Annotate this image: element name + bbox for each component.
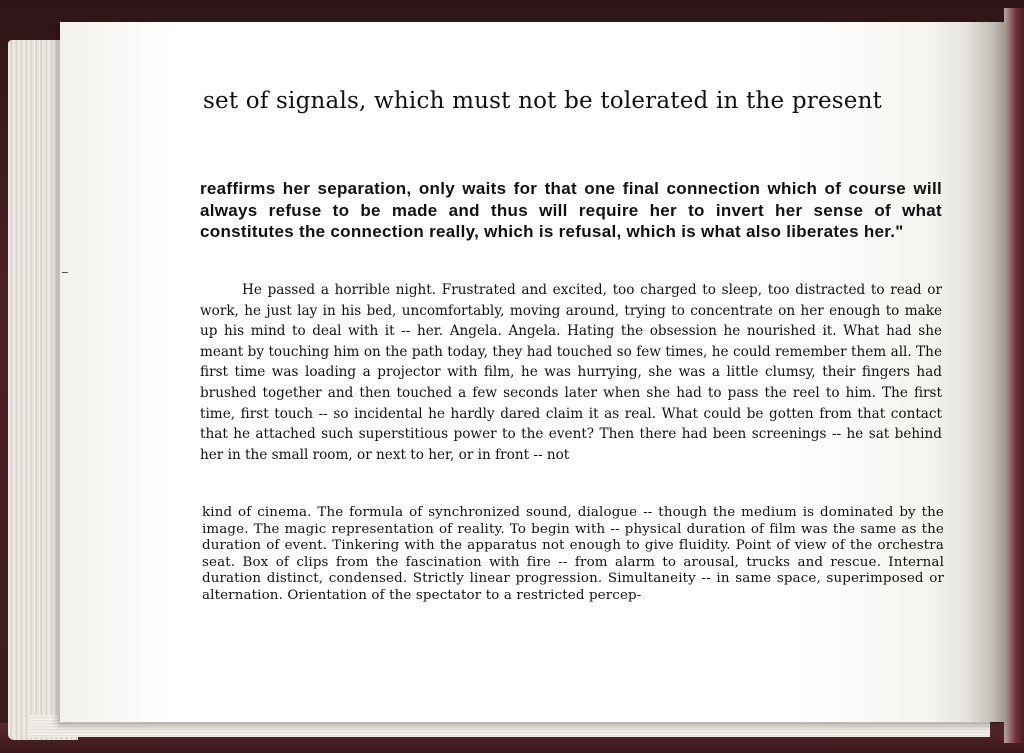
page-heading-line: set of signals, which must not be tolerated in the present — [203, 88, 883, 114]
notes-paragraph: kind of cinema. The formula of synchronized sound, dialogue -- though the medium is dominated by the image. The magic representation of reality. To begin with -- physical duration of film was the same as the duration of event. Tinkering with the apparatus not enough to give fluidity. Point of view of the orchestra seat. Box of clips from the fascination with fire -- from alarm to arousal, trucks and rescue. Internal duration distinct, condensed. Strictly linear progression. Simultaneity -- in same space, superimposed or alternation. Orientation of the spectator to a restricted percep- — [202, 505, 944, 603]
narrative-section — [200, 280, 942, 465]
gutter-shadow — [965, 22, 1005, 722]
bold-quote-paragraph: reaffirms her separation, only waits for that one final connection which of course will always refuse to be made and thus will require her to invert her sense of what constitutes the connection really, which is refusal, which is what also liberates her." — [200, 179, 942, 241]
margin-mark — [62, 272, 68, 273]
narrative-paragraph: He passed a horrible night. Frustrated and excited, too charged to sleep, too distracted to read or work, he just lay in his bed, uncomfortably, moving around, trying to concentrate on her enough to make up his mind to deal with it -- her. Angela. Angela. Hating the obsession he nourished it. What had she meant by touching him on the path today, they had touched so few times, he could remember them all. The first time was loading a projector with film, he was hurrying, she was a little clumsy, their fingers had brushed together and then touched a few seconds later when she had to pass the reel to him. The first time, first touch -- so incidental he hardly dared claim it as real. What could be gotten from that contact that he attached such superstitious power to the event? Then there had been screenings -- he sat behind her in the small room, or next to her, or in front -- not — [200, 282, 942, 463]
book-cover-right-edge — [1004, 8, 1024, 743]
